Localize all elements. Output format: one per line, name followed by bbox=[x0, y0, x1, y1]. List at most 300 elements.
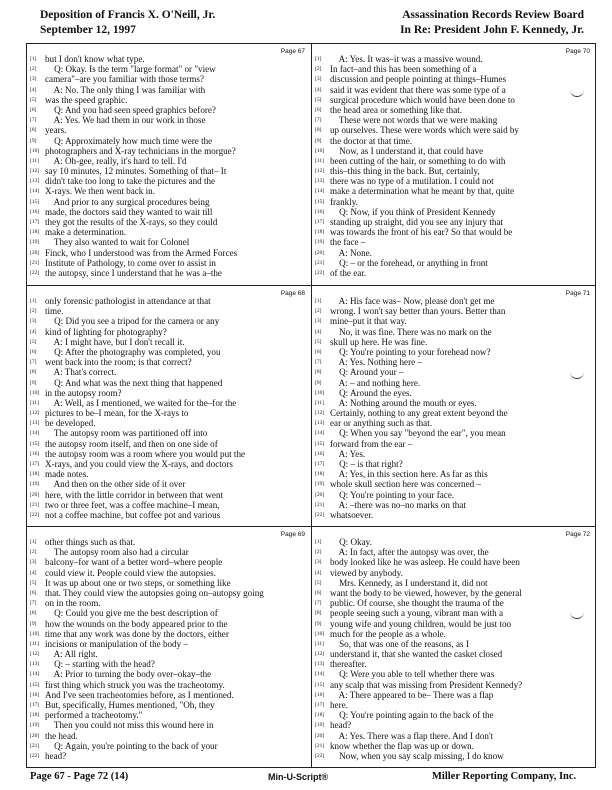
page-number: Page 72 bbox=[565, 531, 590, 538]
line-text: they got the results of the X-rays, so they could bbox=[45, 217, 218, 227]
line-text: Q: Were you able to tell whether there was bbox=[330, 669, 495, 680]
line-number: [13] bbox=[315, 178, 325, 185]
line-number: [8] bbox=[315, 127, 322, 134]
line-number: [8] bbox=[315, 369, 322, 376]
line-number: [15] bbox=[315, 440, 325, 447]
line-number: [4] bbox=[30, 86, 37, 93]
transcript-line bbox=[315, 85, 590, 95]
line-text: Q: Okay. bbox=[330, 537, 372, 547]
transcript-line bbox=[315, 115, 590, 125]
line-text: Q: You're pointing to your face. bbox=[330, 489, 455, 500]
line-text: years. bbox=[45, 125, 67, 136]
line-number: [15] bbox=[30, 440, 40, 447]
line-text: Q: Did you see a tripod for the camera or any bbox=[45, 316, 220, 327]
transcript-line bbox=[315, 248, 590, 258]
transcript-line bbox=[30, 588, 305, 598]
line-text: The autopsy room also had a circular bbox=[45, 547, 189, 558]
transcript-line bbox=[315, 378, 590, 388]
line-number: [7] bbox=[315, 117, 322, 124]
line-text: pictures to be–I mean, for the X-rays to bbox=[45, 408, 189, 419]
transcript-line bbox=[30, 639, 305, 649]
line-number: [10] bbox=[315, 389, 325, 396]
line-number: [8] bbox=[315, 610, 322, 617]
line-text: body looked like he was asleep. He could have been bbox=[330, 557, 520, 568]
line-number: [10] bbox=[30, 147, 40, 154]
transcript-line bbox=[315, 578, 590, 588]
line-text: two or three feet, was a coffee machine–I mean, bbox=[45, 499, 220, 510]
transcript-line bbox=[315, 490, 590, 500]
line-text: time. bbox=[45, 306, 64, 317]
transcript-line bbox=[30, 398, 305, 408]
line-text: made notes. bbox=[45, 469, 89, 480]
transcript-line bbox=[30, 74, 305, 84]
line-number: [21] bbox=[30, 742, 40, 749]
line-text: Q: Around your – bbox=[330, 367, 404, 378]
line-number: [1] bbox=[315, 298, 322, 304]
transcript-line bbox=[315, 537, 590, 547]
line-number: [18] bbox=[315, 229, 325, 236]
transcript-line bbox=[30, 146, 305, 156]
transcript-line bbox=[315, 751, 590, 761]
line-text: wrong. I won't say better than yours. Better than bbox=[330, 306, 506, 317]
line-number: [21] bbox=[315, 259, 325, 266]
transcript-line bbox=[315, 608, 590, 618]
line-number: [6] bbox=[30, 348, 37, 355]
line-number: [16] bbox=[315, 691, 325, 698]
transcript-lines bbox=[315, 296, 590, 520]
transcript-line bbox=[315, 268, 590, 278]
line-number: [1] bbox=[315, 539, 322, 545]
line-number: [4] bbox=[30, 569, 37, 576]
transcript-line bbox=[315, 296, 590, 306]
transcript-line bbox=[30, 268, 305, 278]
line-text: much for the people as a whole. bbox=[330, 628, 446, 639]
line-number: [22] bbox=[30, 752, 40, 759]
line-number: [1] bbox=[30, 56, 37, 62]
line-number: [17] bbox=[315, 461, 325, 467]
transcript-line bbox=[30, 659, 305, 669]
line-text: A: All right. bbox=[45, 649, 98, 660]
transcript-line bbox=[30, 479, 305, 489]
line-number: [19] bbox=[30, 481, 40, 488]
transcript-line bbox=[315, 166, 590, 176]
line-number: [13] bbox=[30, 420, 40, 427]
line-text: These were not words that we were making bbox=[330, 115, 498, 126]
transcript-line bbox=[315, 306, 590, 316]
line-text: Q: Approximately how much time were the bbox=[45, 135, 213, 146]
transcript-line bbox=[315, 720, 590, 730]
line-text: know whether the flap was up or down. bbox=[330, 740, 474, 751]
line-text: Q: After the photography was completed, you bbox=[45, 346, 221, 357]
page-range: Page 67 - Page 72 (14) bbox=[30, 771, 129, 782]
line-number: [18] bbox=[315, 712, 325, 719]
transcript-line bbox=[315, 207, 590, 217]
line-number: [7] bbox=[315, 600, 322, 607]
line-number: [5] bbox=[30, 338, 37, 345]
line-text: A: Nothing around the mouth or eyes. bbox=[330, 397, 477, 408]
line-text: make a determination what he meant by that, quite bbox=[330, 186, 515, 197]
line-number: [1] bbox=[30, 298, 37, 304]
transcript-line bbox=[315, 439, 590, 449]
line-number: [2] bbox=[315, 549, 322, 556]
line-number: [9] bbox=[315, 620, 322, 627]
transcript-line bbox=[315, 500, 590, 510]
line-text: incisions or manipulation of the body – bbox=[45, 638, 188, 649]
transcript-line bbox=[315, 227, 590, 237]
line-number: [9] bbox=[315, 137, 322, 144]
line-number: [6] bbox=[315, 589, 322, 596]
line-number: [5] bbox=[315, 96, 322, 103]
line-text: whole skull section here was concerned – bbox=[330, 479, 482, 490]
line-text: of the ear. bbox=[330, 267, 367, 278]
deposition-date: September 12, 1997 bbox=[40, 24, 136, 36]
line-number: [19] bbox=[315, 481, 325, 488]
line-number: [17] bbox=[30, 702, 40, 708]
transcript-line bbox=[30, 751, 305, 761]
line-text: public. Of course, she thought the trauma of the bbox=[330, 598, 504, 609]
line-text: was towards the front of his ear? So that would be bbox=[330, 227, 513, 238]
line-text: but I don't know what type. bbox=[45, 54, 145, 64]
page-number: Page 70 bbox=[565, 48, 590, 55]
transcript-line bbox=[30, 357, 305, 367]
line-number: [10] bbox=[30, 389, 40, 396]
line-text: in the autopsy room? bbox=[45, 387, 122, 398]
line-text: said it was evident that there was some type of a bbox=[330, 84, 506, 95]
line-number: [11] bbox=[315, 399, 324, 406]
line-text: balcony–for want of a better word–where people bbox=[45, 557, 223, 568]
transcript-page bbox=[27, 286, 311, 527]
transcript-line bbox=[30, 700, 305, 710]
line-text: A: There appeared to be– There was a flap bbox=[330, 689, 494, 700]
line-text: skull up here. He was fine. bbox=[330, 336, 428, 347]
line-text: photographers and X-ray technicians in the morgue? bbox=[45, 145, 236, 156]
line-number: [18] bbox=[30, 229, 40, 236]
line-text: Q: You're pointing to your forehead now? bbox=[330, 346, 491, 357]
line-text: whatsoever. bbox=[330, 509, 374, 520]
line-number: [9] bbox=[30, 379, 37, 386]
line-text: time that any work was done by the doctors, either bbox=[45, 628, 229, 639]
line-text: kind of lighting for photography? bbox=[45, 326, 167, 337]
line-text: A: Yes. We had them in our work in those bbox=[45, 115, 206, 126]
transcript-line bbox=[30, 367, 305, 377]
line-number: [14] bbox=[30, 188, 40, 195]
transcript-line bbox=[315, 639, 590, 649]
line-text: viewed by anybody. bbox=[330, 567, 403, 578]
line-number: [12] bbox=[315, 651, 325, 658]
transcript-line bbox=[315, 619, 590, 629]
transcript-line bbox=[30, 547, 305, 557]
line-number: [3] bbox=[30, 318, 37, 325]
page-number: Page 68 bbox=[280, 290, 305, 297]
line-text: Q: And you had seen speed graphics before? bbox=[45, 104, 216, 115]
line-text: people seeing such a young, vibrant man with a bbox=[330, 608, 503, 619]
transcript-line bbox=[30, 510, 305, 520]
transcript-line bbox=[30, 64, 305, 74]
line-number: [7] bbox=[30, 359, 37, 366]
line-text: the face – bbox=[330, 237, 366, 248]
line-number: [7] bbox=[30, 117, 37, 124]
transcript-line bbox=[30, 649, 305, 659]
line-number: [22] bbox=[30, 269, 40, 276]
line-number: [2] bbox=[30, 66, 37, 73]
transcript-line bbox=[30, 388, 305, 398]
line-number: [21] bbox=[30, 501, 40, 508]
transcript-line bbox=[315, 258, 590, 268]
transcript-line bbox=[30, 710, 305, 720]
transcript-line bbox=[315, 469, 590, 479]
line-number: [10] bbox=[30, 630, 40, 637]
transcript-line bbox=[30, 217, 305, 227]
transcript-line bbox=[30, 316, 305, 326]
transcript-line bbox=[30, 449, 305, 459]
line-text: here, with the little corridor in between that went bbox=[45, 489, 224, 500]
line-number: [19] bbox=[315, 239, 325, 246]
line-text: A: Yes. It was–it was a massive wound. bbox=[330, 54, 483, 64]
transcript-line bbox=[315, 710, 590, 720]
line-number: [14] bbox=[315, 671, 325, 678]
line-text: A: That's correct. bbox=[45, 367, 117, 378]
line-number: [2] bbox=[315, 308, 322, 315]
transcript-line bbox=[315, 629, 590, 639]
line-number: [11] bbox=[30, 157, 39, 164]
line-number: [8] bbox=[30, 369, 37, 376]
line-text: surgical procedure which would have been done to bbox=[330, 94, 515, 105]
transcript-line bbox=[315, 357, 590, 367]
transcript-line bbox=[30, 741, 305, 751]
line-text: ear or anything such as that. bbox=[330, 418, 433, 429]
line-number: [14] bbox=[315, 430, 325, 437]
transcript-line bbox=[315, 649, 590, 659]
line-text: Now, as I understand it, that could have bbox=[330, 145, 484, 156]
transcript-line bbox=[30, 176, 305, 186]
line-text: A: Yes. There was a flap there. And I don't bbox=[330, 730, 494, 741]
page-footer bbox=[0, 771, 612, 787]
transcript-lines bbox=[30, 537, 305, 761]
line-text: A: No. The only thing I was familiar with bbox=[45, 84, 206, 95]
line-text: young wife and young children, would be just too bbox=[330, 618, 512, 629]
reporting-company: Miller Reporting Company, Inc. bbox=[432, 771, 577, 782]
line-number: [15] bbox=[315, 681, 325, 688]
transcript-line bbox=[315, 237, 590, 247]
transcript-line bbox=[30, 500, 305, 510]
line-number: [18] bbox=[315, 471, 325, 478]
line-number: [13] bbox=[30, 661, 40, 668]
transcript-line bbox=[315, 398, 590, 408]
line-number: [16] bbox=[30, 208, 40, 215]
header-left bbox=[40, 8, 215, 38]
transcript-line bbox=[30, 54, 305, 64]
line-text: mine–put it that way. bbox=[330, 316, 407, 327]
line-number: [14] bbox=[30, 671, 40, 678]
transcript-line bbox=[30, 598, 305, 608]
line-text: A: In fact, after the autopsy was over, the bbox=[330, 547, 489, 558]
line-number: [3] bbox=[315, 559, 322, 566]
transcript-line bbox=[315, 659, 590, 669]
transcript-page bbox=[27, 44, 311, 285]
transcript-line bbox=[30, 629, 305, 639]
transcript-line bbox=[30, 428, 305, 438]
line-text: The autopsy room was partitioned off into bbox=[45, 428, 208, 439]
line-text: Certainly, nothing to any great extent beyond the bbox=[330, 408, 508, 419]
transcript-line bbox=[315, 459, 590, 469]
line-number: [8] bbox=[30, 127, 37, 134]
transcript-grid bbox=[26, 43, 596, 768]
header-right bbox=[400, 8, 584, 38]
line-number: [19] bbox=[30, 722, 40, 729]
line-text: went back into the room; is that correct? bbox=[45, 357, 192, 368]
case-title: In Re: President John F. Kennedy, Jr. bbox=[400, 24, 584, 36]
transcript-line bbox=[30, 327, 305, 337]
line-number: [22] bbox=[30, 511, 40, 518]
line-text: In fact–and this has been something of a bbox=[330, 64, 477, 75]
line-text: forward from the ear – bbox=[330, 438, 413, 449]
line-number: [18] bbox=[30, 712, 40, 719]
transcript-line bbox=[30, 690, 305, 700]
transcript-lines bbox=[30, 296, 305, 520]
transcript-line bbox=[30, 408, 305, 418]
transcript-line bbox=[315, 449, 590, 459]
line-text: And prior to any surgical procedures being bbox=[45, 196, 210, 207]
line-text: the autopsy, since I understand that he was a–the bbox=[45, 267, 222, 278]
line-text: Q: Now, if you think of President Kennedy bbox=[330, 206, 496, 217]
transcript-line bbox=[315, 547, 590, 557]
transcript-page bbox=[27, 527, 311, 768]
line-number: [20] bbox=[315, 491, 325, 498]
transcript-lines bbox=[315, 54, 590, 278]
line-number: [2] bbox=[315, 66, 322, 73]
line-text: Finck, who I understood was from the Armed Forces bbox=[45, 247, 238, 258]
line-text: Q: Okay. Is the term "large format" or "view bbox=[45, 64, 216, 75]
transcript-line bbox=[315, 337, 590, 347]
transcript-line bbox=[30, 347, 305, 357]
line-text: head? bbox=[330, 720, 352, 731]
line-text: Q: Again, you're pointing to the back of your bbox=[45, 740, 218, 751]
line-text: A: Well, as I mentioned, we waited for the–for the bbox=[45, 397, 237, 408]
line-text: here. bbox=[330, 700, 348, 710]
line-number: [22] bbox=[315, 752, 325, 759]
line-number: [13] bbox=[30, 178, 40, 185]
line-number: [4] bbox=[315, 86, 322, 93]
transcript-line bbox=[30, 207, 305, 217]
line-text: the head. bbox=[45, 730, 78, 741]
line-text: the doctor at that time. bbox=[330, 135, 413, 146]
line-number: [20] bbox=[315, 249, 325, 256]
transcript-line bbox=[315, 125, 590, 135]
transcript-page bbox=[312, 44, 596, 285]
line-text: Q: And what was the next thing that happened bbox=[45, 377, 223, 388]
line-text: A: –there was no–no marks on that bbox=[330, 499, 466, 510]
transcript-line bbox=[315, 680, 590, 690]
transcript-line bbox=[30, 378, 305, 388]
transcript-line bbox=[30, 669, 305, 679]
line-number: [4] bbox=[315, 328, 322, 335]
transcript-line bbox=[315, 731, 590, 741]
line-number: [3] bbox=[315, 76, 322, 83]
transcript-line bbox=[30, 490, 305, 500]
line-number: [5] bbox=[30, 579, 37, 586]
line-text: Q: Could you give me the best description of bbox=[45, 608, 218, 619]
line-number: [20] bbox=[30, 491, 40, 498]
transcript-line bbox=[30, 258, 305, 268]
line-number: [11] bbox=[315, 157, 324, 164]
line-text: could view it. People could view the autopsies. bbox=[45, 567, 216, 578]
line-text: be developed. bbox=[45, 418, 96, 429]
transcript-page bbox=[312, 527, 596, 768]
line-number: [17] bbox=[315, 702, 325, 708]
line-text: Q: – or the forehead, or anything in front bbox=[330, 257, 488, 268]
line-number: [12] bbox=[315, 410, 325, 417]
line-number: [4] bbox=[30, 328, 37, 335]
line-number: [21] bbox=[315, 501, 325, 508]
page-number: Page 71 bbox=[565, 290, 590, 297]
line-text: there was no type of a mutilation. I could not bbox=[330, 176, 494, 187]
line-number: [22] bbox=[315, 269, 325, 276]
line-number: [22] bbox=[315, 511, 325, 518]
page-number: Page 69 bbox=[280, 531, 305, 538]
line-text: the head area or something like that. bbox=[330, 104, 463, 115]
line-number: [10] bbox=[315, 630, 325, 637]
transcript-page bbox=[312, 286, 596, 527]
line-text: X-rays, and you could view the X-rays, and doctors bbox=[45, 459, 233, 469]
line-text: Q: Around the eyes. bbox=[330, 387, 412, 398]
transcript-line bbox=[315, 741, 590, 751]
transcript-line bbox=[30, 418, 305, 428]
line-number: [16] bbox=[315, 208, 325, 215]
transcript-line bbox=[315, 598, 590, 608]
transcript-line bbox=[30, 237, 305, 247]
line-text: They also wanted to wait for Colonel bbox=[45, 237, 190, 248]
transcript-line bbox=[315, 669, 590, 679]
transcript-line bbox=[315, 95, 590, 105]
transcript-line bbox=[30, 115, 305, 125]
line-text: been cutting of the hair, or something to do with bbox=[330, 155, 506, 166]
line-number: [20] bbox=[30, 249, 40, 256]
line-number: [12] bbox=[30, 410, 40, 417]
transcript-line bbox=[30, 469, 305, 479]
transcript-line bbox=[30, 248, 305, 258]
line-text: performed a tracheotomy." bbox=[45, 710, 143, 721]
line-text: first thing which struck you was the tracheotomy. bbox=[45, 679, 225, 690]
page-header bbox=[0, 6, 612, 40]
transcript-line bbox=[30, 680, 305, 690]
line-number: [15] bbox=[30, 681, 40, 688]
line-number: [4] bbox=[315, 569, 322, 576]
line-text: Mrs. Kennedy, as I understand it, did not bbox=[330, 577, 488, 588]
line-text: Q: When you say "beyond the ear", you mean bbox=[330, 428, 506, 439]
transcript-line bbox=[30, 166, 305, 176]
transcript-line bbox=[30, 720, 305, 730]
transcript-line bbox=[30, 306, 305, 316]
line-number: [1] bbox=[315, 56, 322, 62]
transcript-line bbox=[315, 217, 590, 227]
line-number: [17] bbox=[30, 219, 40, 225]
line-number: [20] bbox=[30, 732, 40, 739]
transcript-line bbox=[315, 388, 590, 398]
transcript-line bbox=[30, 296, 305, 306]
transcript-line bbox=[30, 197, 305, 207]
line-text: A: Oh-gee, really, it's hard to tell. I'd bbox=[45, 155, 187, 166]
line-number: [15] bbox=[315, 198, 325, 205]
line-number: [17] bbox=[30, 461, 40, 467]
line-number: [10] bbox=[315, 147, 325, 154]
line-number: [3] bbox=[30, 559, 37, 566]
transcript-line bbox=[315, 367, 590, 377]
line-number: [5] bbox=[30, 96, 37, 103]
line-text: discussion and people pointing at things–Humes bbox=[330, 74, 507, 85]
line-number: [2] bbox=[30, 549, 37, 556]
line-text: Q: – is that right? bbox=[330, 459, 403, 469]
line-number: [19] bbox=[30, 239, 40, 246]
